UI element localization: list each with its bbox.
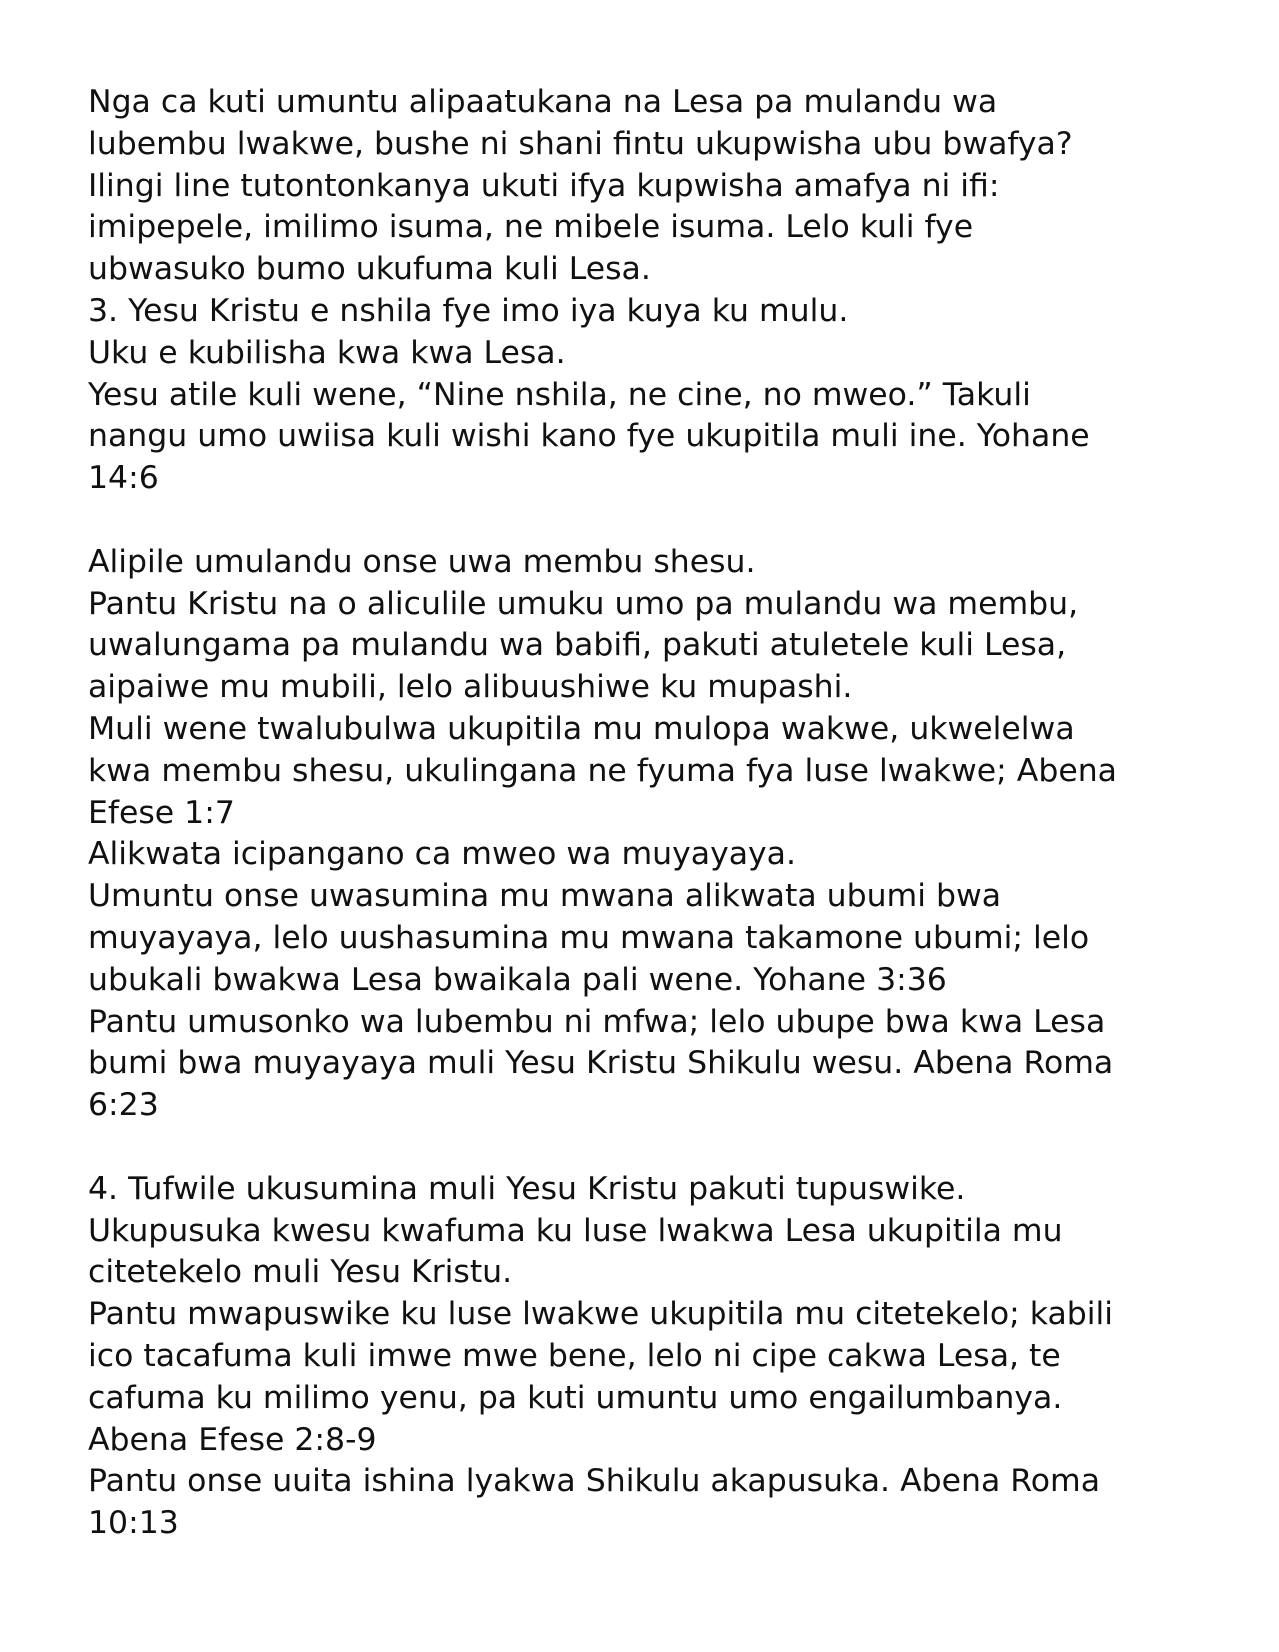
verse-reference: Efese 1:7 bbox=[88, 794, 235, 831]
text-line: ico tacafuma kuli imwe mwe bene, lelo ni cipe cakwa Lesa, te bbox=[88, 1337, 1061, 1374]
section-heading-4: 4. Tufwile ukusumina muli Yesu Kristu pakuti tupuswike. bbox=[88, 1170, 966, 1207]
text-line: Umuntu onse uwasumina mu mwana alikwata ubumi bwa bbox=[88, 878, 1002, 915]
text-line: muyayaya, lelo uushasumina mu mwana takamone ubumi; lelo bbox=[88, 919, 1090, 956]
text-line: aipaiwe mu mubili, lelo alibuushiwe ku mupashi. bbox=[88, 669, 853, 706]
text-line: ubwasuko bumo ukufuma kuli Lesa. bbox=[88, 251, 651, 288]
text-line: bumi bwa muyayaya muli Yesu Kristu Shikulu wesu. Abena Roma bbox=[88, 1045, 1114, 1082]
text-line: Ilingi line tutontonkanya ukuti ifya kupwisha amafya ni ifi: bbox=[88, 167, 1000, 204]
text-line: Pantu Kristu na o aliculile umuku umo pa mulandu wa membu, bbox=[88, 585, 1079, 622]
text-line: nangu umo uwiisa kuli wishi kano fye ukupitila muli ine. Yohane bbox=[88, 418, 1090, 455]
text-line: kwa membu shesu, ukulingana ne fyuma fya luse lwakwe; Abena bbox=[88, 752, 1117, 789]
text-line: ubukali bwakwa Lesa bwaikala pali wene. Yohane 3:36 bbox=[88, 961, 947, 998]
text-line: Uku e kubilisha kwa kwa Lesa. bbox=[88, 334, 566, 371]
text-line: imipepele, imilimo isuma, ne mibele isuma. Lelo kuli fye bbox=[88, 209, 974, 246]
text-line: cafuma ku milimo yenu, pa kuti umuntu umo engailumbanya. bbox=[88, 1379, 1063, 1416]
verse-reference: 10:13 bbox=[88, 1505, 179, 1542]
text-line: uwalungama pa mulandu wa babifi, pakuti atuletele kuli Lesa, bbox=[88, 627, 1067, 664]
verse-reference: 14:6 bbox=[88, 460, 159, 497]
text-line: Pantu mwapuswike ku luse lwakwe ukupitila mu citetekelo; kabili bbox=[88, 1296, 1114, 1333]
text-line: Pantu umusonko wa lubembu ni mfwa; lelo ubupe bwa kwa Lesa bbox=[88, 1003, 1106, 1040]
verse-reference: 6:23 bbox=[88, 1087, 159, 1124]
text-line: citetekelo muli Yesu Kristu. bbox=[88, 1254, 513, 1291]
blank-line bbox=[88, 1127, 1238, 1169]
text-line: Alikwata icipangano ca mweo wa muyayaya. bbox=[88, 836, 796, 873]
text-line: Pantu onse uuita ishina lyakwa Shikulu akapusuka. Abena Roma bbox=[88, 1463, 1100, 1500]
text-line: Nga ca kuti umuntu alipaatukana na Lesa pa mulandu wa bbox=[88, 84, 998, 120]
text-line: Yesu atile kuli wene, “Nine nshila, ne cine, no mweo.” Takuli bbox=[88, 376, 1031, 413]
text-line: Ukupusuka kwesu kwafuma ku luse lwakwa Lesa ukupitila mu bbox=[88, 1212, 1063, 1249]
verse-reference: Abena Efese 2:8-9 bbox=[88, 1421, 377, 1458]
document-body bbox=[88, 82, 1238, 1545]
blank-line bbox=[88, 500, 1238, 542]
text-line: lubembu lwakwe, bushe ni shani fintu ukupwisha ubu bwafya? bbox=[88, 125, 1073, 162]
section-heading-3: 3. Yesu Kristu e nshila fye imo iya kuya ku mulu. bbox=[88, 292, 849, 329]
text-line: Alipile umulandu onse uwa membu shesu. bbox=[88, 543, 756, 580]
text-line: Muli wene twalubulwa ukupitila mu mulopa wakwe, ukwelelwa bbox=[88, 710, 1075, 747]
